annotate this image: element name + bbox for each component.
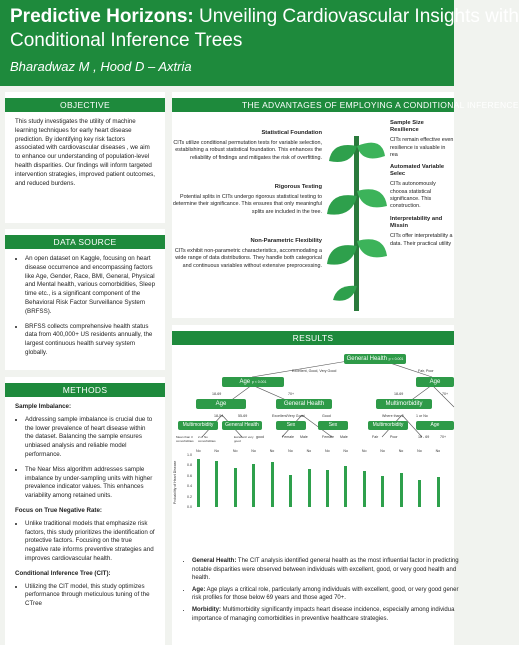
terminal-bar xyxy=(234,468,237,507)
terminal-bar xyxy=(289,475,292,507)
datasource-panel xyxy=(5,229,165,370)
y-tick-label: 0.2 xyxy=(187,494,192,499)
split-label: 18-69 xyxy=(394,392,404,396)
results-panel xyxy=(172,325,459,645)
y-axis-ticks xyxy=(180,455,192,507)
result-bullet xyxy=(192,586,464,603)
y-tick-label: 0.6 xyxy=(187,473,192,478)
node-label: General Health xyxy=(346,356,387,362)
split-label: 70+ xyxy=(442,392,449,396)
y-tick-label: 1.0 xyxy=(187,453,192,457)
terminal-bar xyxy=(381,476,384,507)
bar-label: No xyxy=(288,449,293,453)
y-tick-label: 0.4 xyxy=(187,484,192,489)
split-label: Where than 2 xyxy=(382,414,404,418)
methods-panel xyxy=(5,377,165,645)
bar-label: No xyxy=(417,449,422,453)
result-text: Age plays a critical role, particularly among individuals with excellent, good, or very good gener risk profiles for those below 69 years and those aged 70+. xyxy=(192,586,459,602)
poster-header xyxy=(0,0,519,86)
advantage-text: CITs utilize conditional permutation tests for variable selection, establishing a robust statistical foundation. This enhances the reliability of findings and mitigates the risk of overfitting. xyxy=(173,140,322,161)
y-axis-title-wrap xyxy=(172,450,180,505)
bar-label: No xyxy=(269,449,275,453)
advantage-text: CITs exhibit non-parametric characteristics, accommodating a wide range of data distributions. They handle both categorical and continuous variables without extensive preprocessing. xyxy=(174,248,322,269)
terminal-bar xyxy=(344,466,347,507)
tree-node-multimorbidity-2 xyxy=(178,421,218,430)
title-bold: Predictive Horizons: xyxy=(10,6,194,27)
authors: Bharadwaz M , Hood D – Axtria xyxy=(10,59,192,74)
bar-label: No xyxy=(435,449,441,453)
terminal-bar xyxy=(197,459,200,507)
terminal-bar xyxy=(326,470,329,507)
methods-item: • The Near Miss algorithm addresses sample imbalance by under-sampling units with higher prevalence indicator values. This enhances variability among retained units. xyxy=(25,466,155,501)
split-label: Male xyxy=(340,435,348,439)
node-label: Multimorbidity xyxy=(372,422,404,428)
y-axis-title: Probability of Heart Disease xyxy=(173,460,177,504)
bar-label: No xyxy=(214,449,220,453)
terminal-bar xyxy=(418,480,421,507)
node-label: Sex xyxy=(328,422,338,428)
advantage-text: CITs offer interpretability a data. Their practical utility xyxy=(390,233,453,247)
methods-item: • Addressing sample imbalance is crucial due to the lower prevalence of heart disease within the dataset. Balancing the sample ensures unbiased analysis and reliable model performance. xyxy=(25,416,155,460)
y-tick-label: 0.8 xyxy=(187,463,192,468)
split-label: Female xyxy=(322,435,334,439)
bar-label: No xyxy=(343,449,349,453)
result-bullet xyxy=(192,557,464,583)
bar-label: No xyxy=(232,449,238,453)
tree-leaf-graphic xyxy=(327,116,387,316)
split-label: 70+ xyxy=(288,392,295,396)
split-label: 1 or No xyxy=(416,414,428,418)
bar-label: No xyxy=(361,449,367,453)
advantage-automated xyxy=(390,164,454,210)
node-p: p < 0.001 xyxy=(388,357,404,361)
advantage-title: Sample Size Resilience xyxy=(390,120,424,134)
node-p: p < 0.001 xyxy=(251,380,267,384)
split-label: 70+ xyxy=(440,435,447,439)
advantage-title: Non-Parametric Flexibility xyxy=(250,238,322,244)
terminal-bar xyxy=(308,469,311,507)
methods-item: • Utilizing the CIT model, this study optimizes performance through meticulous tuning of the CTree xyxy=(25,583,155,609)
split-label: Excellent/Very Good xyxy=(272,414,305,418)
split-label: 18-54 xyxy=(214,414,224,418)
terminal-bar xyxy=(271,462,274,507)
branch-label: Fair, Poor xyxy=(418,369,434,373)
split-label: 55-69 xyxy=(238,414,248,418)
results-heading: RESULTS xyxy=(172,331,454,345)
advantage-nonparametric xyxy=(172,238,322,270)
advantage-title: Rigorous Testing xyxy=(274,184,322,190)
advantage-text: CITs remain effective even resilience is valuable in rea xyxy=(390,137,454,158)
split-label: 18-69 xyxy=(212,392,222,396)
tree-node-sex xyxy=(276,421,306,430)
result-label: General Health: xyxy=(192,558,237,564)
bar-label: No xyxy=(325,449,330,453)
tree-root-node xyxy=(344,354,406,364)
split-label: Male xyxy=(300,435,308,439)
advantages-heading: THE ADVANTAGES OF EMPLOYING A CONDITIONAL INFERENCE xyxy=(172,98,454,112)
objective-heading: OBJECTIVE xyxy=(5,98,165,112)
bar-label: No xyxy=(196,449,201,453)
split-label: Good xyxy=(322,414,331,418)
node-label: General Health xyxy=(283,401,325,407)
advantage-title: Interpretability and Missin xyxy=(390,216,443,230)
datasource-heading: DATA SOURCE xyxy=(5,235,165,249)
methods-sub-tnr: Focus on True Negative Rate: xyxy=(15,506,102,514)
tree-node-age-3 xyxy=(416,421,454,430)
branch-label: Excellent, Good, Very Good xyxy=(292,369,337,373)
tree-node-multimorbidity-3 xyxy=(368,421,408,430)
split-label: Excellent/ very good xyxy=(234,435,254,443)
result-label: Age: xyxy=(192,586,206,593)
node-label: Multimorbidity xyxy=(385,401,423,407)
tree-node-age-2 xyxy=(196,399,246,409)
advantage-rigorous xyxy=(172,184,322,216)
result-bullet xyxy=(192,606,464,623)
split-label: Female xyxy=(282,435,294,439)
objective-text: This study investigates the utility of machine learning techniques for early heart disease prediction. By identifying key risk factors associated with cardiovascular diseases , we aim to enhance our understanding of population-level health disparities. Our findings will inform targeted intervention strategies, improved patient outcomes, and reduced burdens. xyxy=(15,118,155,187)
advantage-sample-size xyxy=(390,120,454,159)
bar-label: No xyxy=(398,449,404,453)
poster-title-line1 xyxy=(10,5,519,28)
terminal-bars xyxy=(194,449,452,507)
tree-node-sex-2 xyxy=(318,421,348,430)
node-label: Age xyxy=(215,401,227,407)
terminal-bar xyxy=(215,461,218,507)
datasource-item: • An open dataset on Kaggle, focusing on heart disease occurrence and encompassing factors like Age, Gender, Race, BMI, General, Physical and Mental health, various comorbidities, Sleep time etc., is a significant component of the Behavioral Risk Factor Surveillance System (BRFSS). xyxy=(25,255,155,317)
tree-node-general-health-2 xyxy=(222,421,262,430)
methods-heading: METHODS xyxy=(5,383,165,397)
methods-sub-imbalance: Sample Imbalance: xyxy=(15,403,72,410)
node-label: General Health xyxy=(225,422,259,428)
node-label: Sex xyxy=(286,422,296,428)
advantage-interpretability xyxy=(390,216,454,248)
advantages-panel xyxy=(172,92,519,318)
terminal-bar xyxy=(252,464,255,507)
advantage-statistical xyxy=(172,130,322,162)
bar-label: No xyxy=(306,449,312,453)
node-label: Age xyxy=(430,422,440,428)
tree-node-age xyxy=(222,377,284,387)
advantage-title: Statistical Foundation xyxy=(261,130,322,136)
split-label: Fair xyxy=(372,435,379,439)
datasource-item: • BRFSS collects comprehensive health status data from 400,000+ US residents annually, the largest continuous health survey system globally. xyxy=(25,323,155,358)
terminal-bar xyxy=(437,477,440,507)
split-label: Poor xyxy=(390,435,398,439)
node-label: Age xyxy=(429,379,441,385)
result-text: The CIT analysis identified general health as the most influential factor in predicting notable disparities were observed between individuals with excellent, good, or very good health and health. xyxy=(192,558,459,582)
split-label: 2 or No comorbidities xyxy=(198,435,216,443)
tree-node-multimorbidity xyxy=(376,399,432,409)
terminal-bar xyxy=(400,473,403,507)
node-label: Age xyxy=(239,379,251,385)
result-text: Multimorbidity significantly impacts heart disease incidence, especially among individua importance of managing comorbidities in preventive healthcare strategies. xyxy=(192,606,455,622)
advantage-title: Automated Variable Selec xyxy=(390,164,445,178)
bar-label: No xyxy=(251,449,256,453)
methods-item: • Unlike traditional models that emphasize risk factors, this study prioritizes the identification of protective factors. Focusing on the true negative rate informs preventive strategies and improves cardiovascular health. xyxy=(25,520,155,564)
objective-panel xyxy=(5,92,165,223)
result-label: Morbidity: xyxy=(192,606,221,613)
bar-label: No xyxy=(380,449,385,453)
tree-node-age-right xyxy=(416,377,454,387)
methods-sub-cit: Conditional Inference Tree (CIT): xyxy=(15,569,111,577)
tree-node-general-health xyxy=(276,399,332,409)
terminal-bar xyxy=(363,471,366,507)
y-tick-label: 0.0 xyxy=(187,505,192,509)
title-rest: Unveiling Cardiovascular Insights with xyxy=(193,6,519,27)
advantage-text: Potential splits in CITs undergo rigorous statistical testing to determine their significance. This ensures that only meaningful splits are included in the tree. xyxy=(172,194,322,215)
advantage-text: CITs autonomously choosa statistical significance. This construction. xyxy=(390,181,436,210)
split-label: Mean than 3 comorbidities xyxy=(176,435,194,443)
node-label: Multimorbidity xyxy=(182,422,214,428)
split-label: 18 - 69 xyxy=(418,435,430,439)
split-label: good xyxy=(256,435,264,439)
poster-title-line2: Conditional Inference Trees xyxy=(10,30,243,51)
